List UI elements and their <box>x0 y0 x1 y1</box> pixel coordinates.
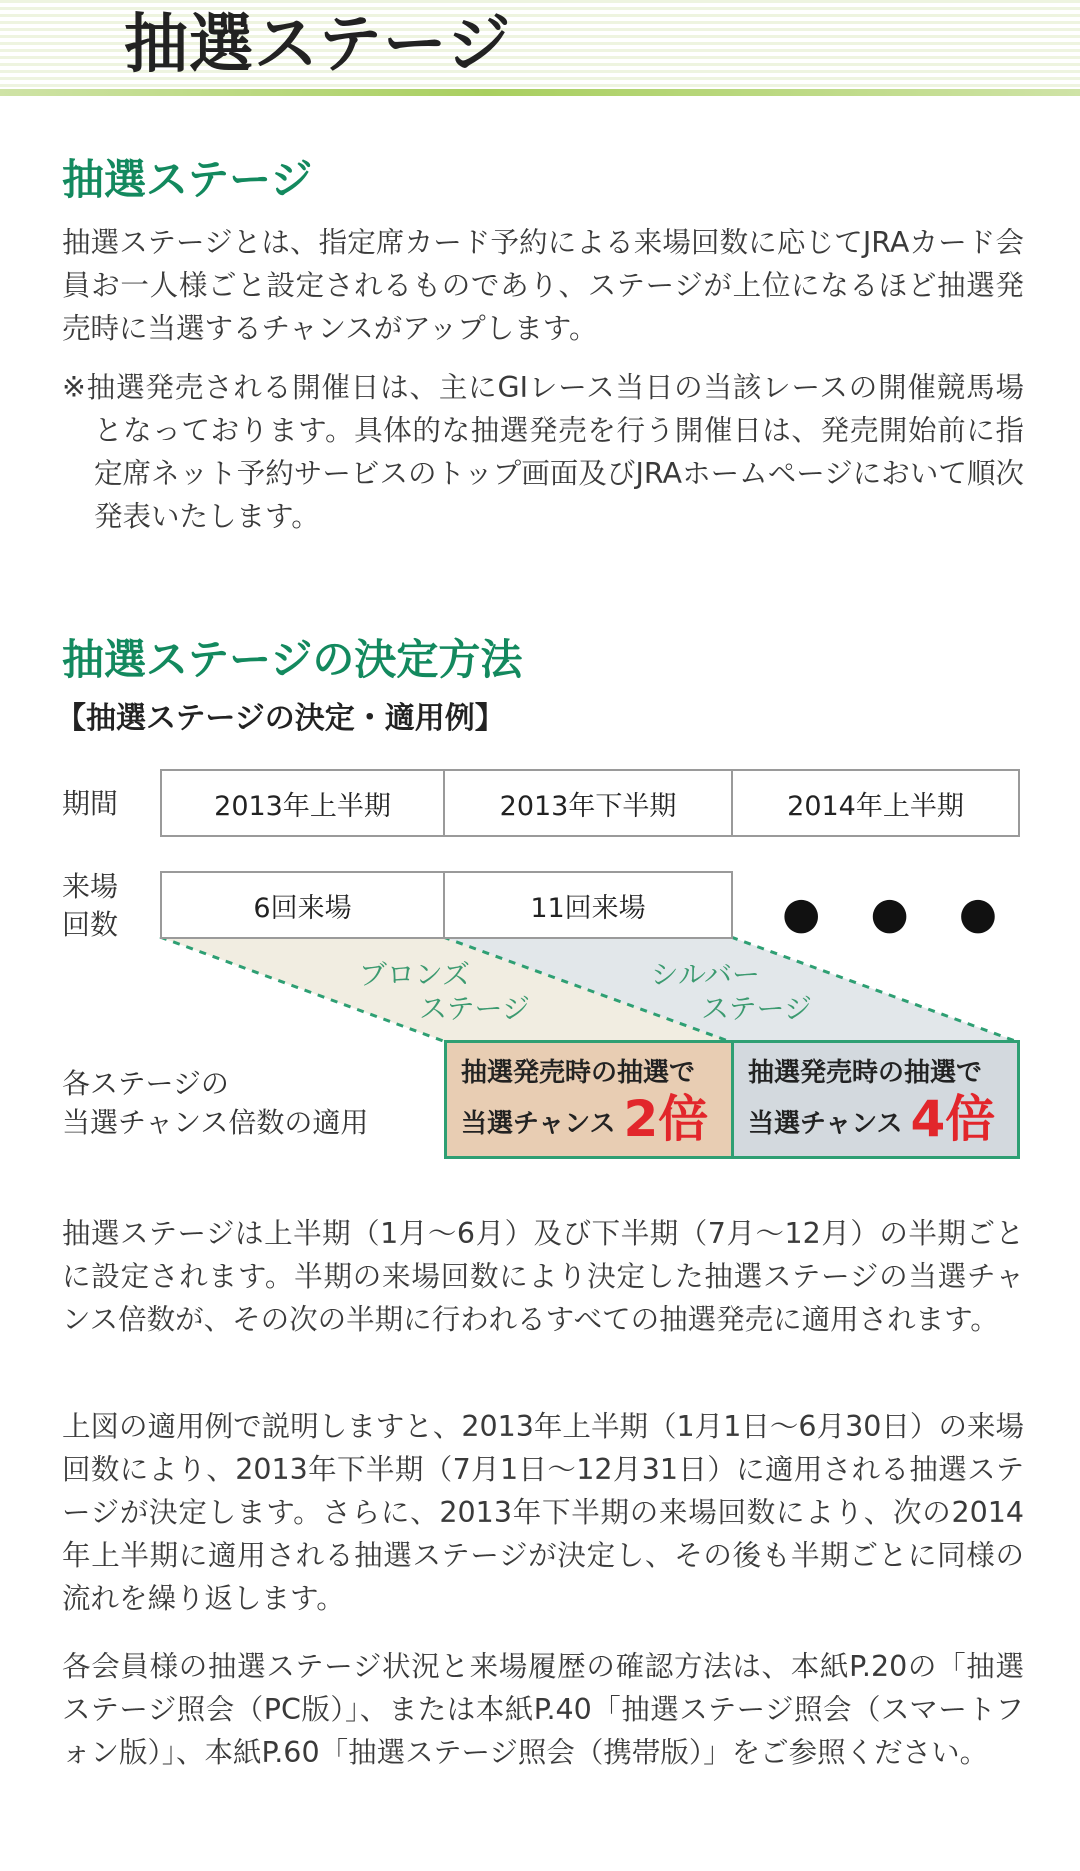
result-box-silver <box>731 1040 1020 1159</box>
silver-stage-label-line2: ステージ <box>701 992 812 1025</box>
ellipsis-dots: ● ● ● <box>782 888 1016 939</box>
result-bronze-multiplier: 2倍 <box>623 1090 709 1148</box>
bronze-stage-label-line2: ステージ <box>419 992 530 1025</box>
section-title-method: 抽選ステージの決定方法 <box>62 635 523 684</box>
intro-paragraph: 抽選ステージとは、指定席カード予約による来場回数に応じてJRAカード会員お一人様ごと設定されるものであり、ステージが上位になるほど抽選発売時に当選するチャンスがアップします。 <box>62 226 1024 345</box>
period-label: 期間 <box>62 787 119 820</box>
period-cell-2: 2013年下半期 <box>443 769 733 837</box>
result-silver-line1: 抽選発売時の抽選で <box>748 1058 983 1088</box>
result-bronze-chance-text: 当選チャンス <box>461 1109 616 1139</box>
visits-cell-2: 11回来場 <box>443 871 733 939</box>
apply-label-line2: 当選チャンス倍数の適用 <box>62 1106 369 1139</box>
explanation-paragraph-1: 抽選ステージは上半期（1月〜6月）及び下半期（7月〜12月）の半期ごとに設定されます。半期の来場回数により決定した抽選ステージの当選チャンス倍数が、その次の半期に行われるすべての抽選発売に適用されます。 <box>62 1217 1024 1336</box>
result-bronze-line1: 抽選発売時の抽選で <box>461 1058 696 1088</box>
result-divider <box>731 1040 734 1159</box>
diagram-title: 【抽選ステージの決定・適用例】 <box>56 701 505 736</box>
period-cell-3: 2014年上半期 <box>731 769 1020 837</box>
page-title: 抽選ステージ <box>124 8 512 82</box>
visits-cell-1: 6回来場 <box>160 871 445 939</box>
apply-label-line1: 各ステージの <box>62 1067 229 1100</box>
note-paragraph: ※抽選発売される開催日は、主にGIレース当日の当該レースの開催競馬場となっております。具体的な抽選発売を行う開催日は、発売開始前に指定席ネット予約サービスのトップ画面及びJRAホームページにおいて順次発表いたします。 <box>62 371 1024 533</box>
bronze-stage-label-line1: ブロンズ <box>358 958 470 991</box>
visits-label-line1: 来場 <box>62 870 119 903</box>
section-title-stage: 抽選ステージ <box>62 155 313 204</box>
silver-stage-label-line1: シルバー <box>650 958 760 991</box>
result-box-bronze <box>444 1040 733 1159</box>
explanation-paragraph-3: 各会員様の抽選ステージ状況と来場履歴の確認方法は、本紙P.20の「抽選ステージ照会（PC版）」、または本紙P.40「抽選ステージ照会（スマートフォン版）」、本紙P.60「抽選ステージ照会（携帯版）」をご参照ください。 <box>62 1650 1024 1769</box>
explanation-paragraph-2: 上図の適用例で説明しますと、2013年上半期（1月1日〜6月30日）の来場回数により、2013年下半期（7月1日〜12月31日）に適用される抽選ステージが決定します。さらに、2013年下半期の来場回数により、次の2014年上半期に適用される抽選ステージが決定し、その後も半期ごとに同様の流れを繰り返します。 <box>62 1410 1024 1615</box>
period-cell-1: 2013年上半期 <box>160 769 445 837</box>
result-silver-multiplier: 4倍 <box>910 1090 996 1148</box>
result-silver-chance-text: 当選チャンス <box>748 1109 903 1139</box>
result-silver-line2 <box>748 1091 1003 1152</box>
visits-label-line2: 回数 <box>62 908 119 941</box>
result-bronze-line2 <box>461 1091 719 1152</box>
